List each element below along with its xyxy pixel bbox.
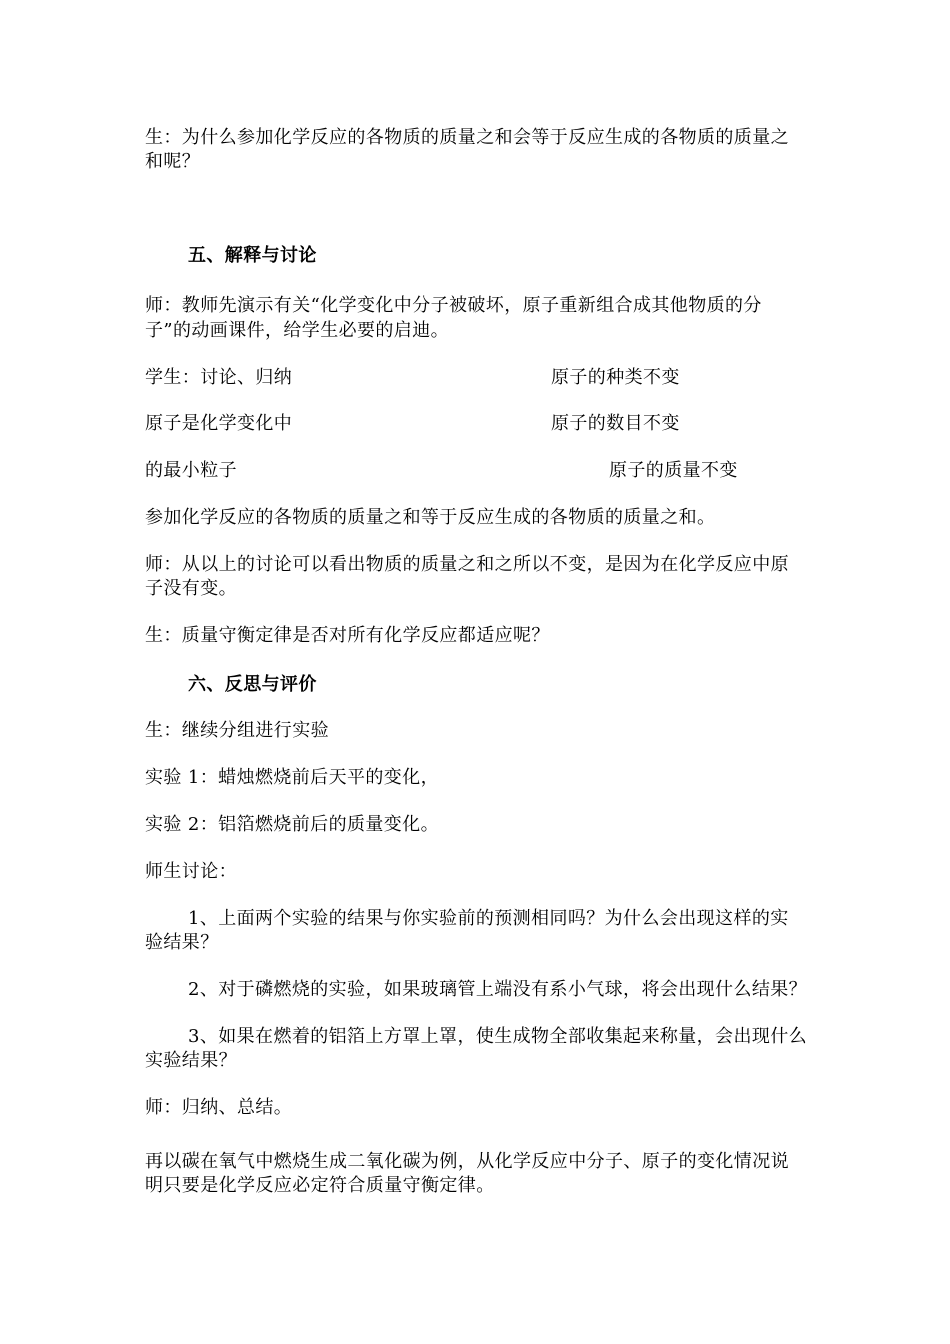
paragraph-student-question-2: 生：质量守衡定律是否对所有化学反应都适应呢？ <box>145 625 550 646</box>
paragraph-teacher-demo-line2: 子”的动画课件，给学生必要的启迪。 <box>145 320 450 341</box>
paragraph-student-question-line2: 和呢？ <box>145 151 201 172</box>
paragraph-student-question-line1: 生：为什么参加化学反应的各物质的质量之和会等于反应生成的各物质的质量之 <box>145 127 789 148</box>
section-heading-reflection: 六、反思与评价 <box>188 674 317 695</box>
row3-left-text: 的最小粒子 <box>145 460 237 481</box>
paragraph-teacher-conclusion-line1: 师：从以上的讨论可以看出物质的质量之和之所以不变，是因为在化学反应中原 <box>145 554 789 575</box>
question-1-line1: 1、上面两个实验的结果与你实验前的预测相同吗？为什么会出现这样的实 <box>188 908 789 929</box>
section-heading-explain-discuss: 五、解释与讨论 <box>188 245 317 266</box>
paragraph-experiment-1: 实验 1：蜡烛燃烧前后天平的变化， <box>145 767 439 788</box>
row2-left-text: 原子是化学变化中 <box>145 413 293 434</box>
paragraph-conservation-statement: 参加化学反应的各物质的质量之和等于反应生成的各物质的质量之和。 <box>145 507 716 528</box>
paragraph-teacher-conclusion-line2: 子没有变。 <box>145 578 237 599</box>
row1-right-text: 原子的种类不变 <box>551 367 680 388</box>
paragraph-carbon-example-line2: 明只要是化学反应必定符合质量守衡定律。 <box>145 1175 495 1196</box>
row2-right-text: 原子的数目不变 <box>551 413 680 434</box>
paragraph-carbon-example-line1: 再以碳在氧气中燃烧生成二氧化碳为例，从化学反应中分子、原子的变化情况说 <box>145 1151 789 1172</box>
paragraph-teacher-demo-line1: 师：教师先演示有关“化学变化中分子被破坏，原子重新组合成其他物质的分 <box>145 295 762 316</box>
row1-left-text: 学生：讨论、归纳 <box>145 367 293 388</box>
question-1-line2: 验结果？ <box>145 932 219 953</box>
question-2: 2、对于磷燃烧的实验，如果玻璃管上端没有系小气球，将会出现什么结果？ <box>188 979 808 1000</box>
paragraph-student-experiment: 生：继续分组进行实验 <box>145 720 329 741</box>
paragraph-experiment-2: 实验 2：铝箔燃烧前后的质量变化。 <box>145 814 439 835</box>
paragraph-discussion-label: 师生讨论： <box>145 861 237 882</box>
question-3-line1: 3、如果在燃着的铝箔上方罩上罩，使生成物全部收集起来称量，会出现什么 <box>188 1026 808 1047</box>
row3-right-text: 原子的质量不变 <box>609 460 738 481</box>
question-3-line2: 实验结果？ <box>145 1050 237 1071</box>
paragraph-teacher-summary: 师：归纳、总结。 <box>145 1097 293 1118</box>
